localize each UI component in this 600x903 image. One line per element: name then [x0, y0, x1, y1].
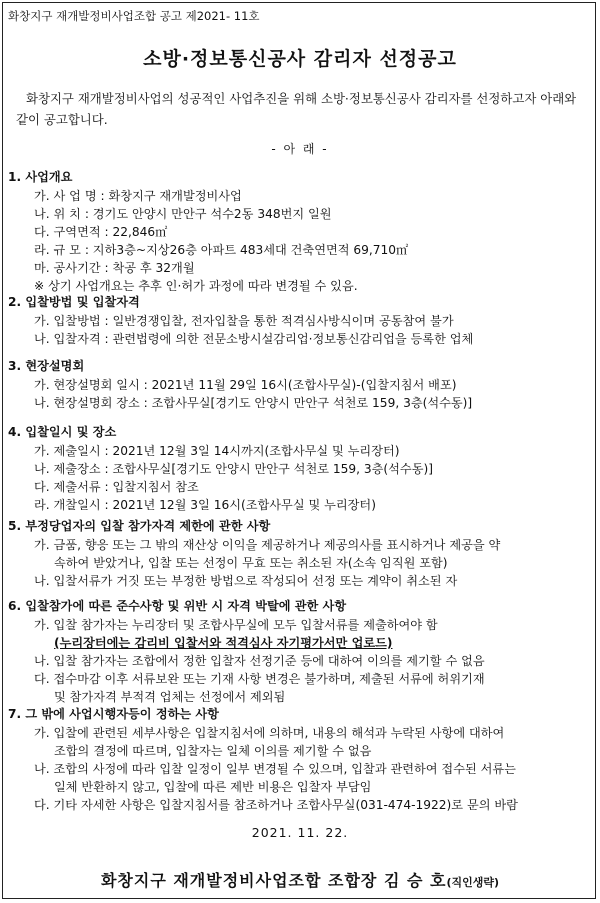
list-item: 가. 입찰방법 : 일반경쟁입찰, 전자입찰을 통한 적격심사방식이며 공동참여 불가 [34, 314, 454, 328]
section-bid-schedule [8, 422, 592, 514]
page-title: 소방·정보통신공사 감리자 선정공고 [143, 48, 457, 70]
list-item: 나. 위 치 : 경기도 안양시 만안구 석수2동 348번지 일원 [34, 207, 332, 221]
section-title: 1. 사업개요 [8, 170, 73, 184]
list-item: 라. 규 모 : 지하3층~지상26층 아파트 483세대 건축연면적 69,710㎡ [34, 243, 409, 257]
section-site-briefing [8, 356, 592, 412]
list-item: 다. 구역면적 : 22,846㎡ [34, 225, 168, 239]
list-item-continued: 조합의 결정에 따르며, 입찰자는 일체 이의를 제기할 수 없음 [54, 744, 372, 758]
note-item: ※ 상기 사업개요는 추후 인·허가 과정에 따라 변경될 수 있음. [34, 279, 358, 293]
list-item: 나. 현장설명회 장소 : 조합사무실[경기도 안양시 만안구 석천로 159, 3층(석수동)] [34, 396, 473, 410]
list-item: 나. 입찰 참가자는 조합에서 정한 입찰자 선정기준 등에 대하여 이의를 제기할 수 없음 [34, 654, 485, 668]
list-item: 다. 제출서류 : 입찰지침서 참조 [34, 480, 199, 494]
intro-text: 화창지구 재개발정비사업의 성공적인 사업추진을 위해 소방·정보통신공사 감리자를 선정하고자 아래와 같이 공고합니다. [16, 91, 577, 127]
list-item-continued: 속하여 받았거나, 입찰 또는 선정이 무효 또는 취소된 자(소속 임직원 포함) [54, 556, 448, 570]
section-other-matters [8, 704, 592, 814]
section-title: 4. 입찰일시 및 장소 [8, 425, 117, 439]
section-project-overview [8, 167, 592, 295]
list-item: 가. 입찰에 관련된 세부사항은 입찰지침서에 의하며, 내용의 해석과 누락된 사항에 대하여 [34, 726, 505, 740]
list-item: 라. 개찰일시 : 2021년 12월 3일 16시(조합사무실 및 누리장터) [34, 498, 376, 512]
notice-date: 2021. 11. 22. [251, 825, 349, 840]
list-item: 가. 제출일시 : 2021년 12월 3일 14시까지(조합사무실 및 누리장터) [34, 444, 400, 458]
section-title: 2. 입찰방법 및 입찰자격 [8, 295, 140, 309]
signer-name: 화창지구 재개발정비사업조합 조합장 김 승 호 [100, 871, 447, 890]
list-item: 가. 금품, 향응 또는 그 밖의 재산상 이익을 제공하거나 제공의사를 표시하거나 제공을 약 [34, 538, 501, 552]
list-item: 가. 사 업 명 : 화창지구 재개발정비사업 [34, 189, 242, 203]
list-item-continued: 및 참가자격 부적격 업체는 선정에서 제외됨 [54, 690, 286, 704]
list-item-continued: 일체 반환하지 않고, 입찰에 따른 제반 비용은 입찰자 부담임 [54, 780, 372, 794]
list-item: 나. 입찰자격 : 관련법령에 의한 전문소방시설감리업·정보통신감리업을 등록한 업체 [34, 332, 474, 346]
list-item: 다. 기타 자세한 사항은 입찰지침서를 참조하거나 조합사무실(031-474-1922)로 문의 바람 [34, 798, 518, 812]
section-bidding-method [8, 292, 592, 348]
list-item: 가. 입찰 참가자는 누리장터 및 조합사무실에 모두 입찰서류를 제출하여야 함 [34, 618, 438, 632]
list-item: 다. 접수마감 이후 서류보완 또는 기재 사항 변경은 불가하며, 제출된 서류에 허위기재 [34, 672, 485, 686]
intro-paragraph [16, 88, 588, 130]
section-title: 7. 그 밖에 사업시행자등이 정하는 사항 [8, 707, 219, 721]
highlighted-note: (누리장터에는 감리비 입찰서와 적격심사 자기평가서만 업로드) [54, 636, 393, 650]
notice-number: 화창지구 재개발정비사업조합 공고 제2021- 11호 [8, 9, 260, 23]
section-title: 3. 현장설명회 [8, 359, 85, 373]
section-title: 6. 입찰참가에 따른 준수사항 및 위반 시 자격 박탈에 관한 사항 [8, 599, 347, 613]
below-marker: - 아 래 - [271, 142, 329, 156]
signature-block [0, 868, 600, 891]
section-title: 5. 부정당업자의 입찰 참가자격 제한에 관한 사항 [8, 519, 271, 533]
section-compliance [8, 596, 592, 706]
list-item: 나. 입찰서류가 거짓 또는 부정한 방법으로 작성되어 선정 또는 계약이 취소된 자 [34, 574, 458, 588]
list-item: 나. 제출장소 : 조합사무실[경기도 안양시 만안구 석천로 159, 3층(석수동)] [34, 462, 433, 476]
list-item: 나. 조합의 사정에 따라 입찰 일정이 일부 변경될 수 있으며, 입찰과 관련하여 접수된 서류는 [34, 762, 516, 776]
list-item: 가. 현장설명회 일시 : 2021년 11월 29일 16시(조합사무실)-(입찰지침서 배포) [34, 378, 457, 392]
section-restrictions [8, 516, 592, 590]
list-item: 마. 공사기간 : 착공 후 32개월 [34, 261, 195, 275]
seal-note: (직인생략) [446, 876, 500, 889]
